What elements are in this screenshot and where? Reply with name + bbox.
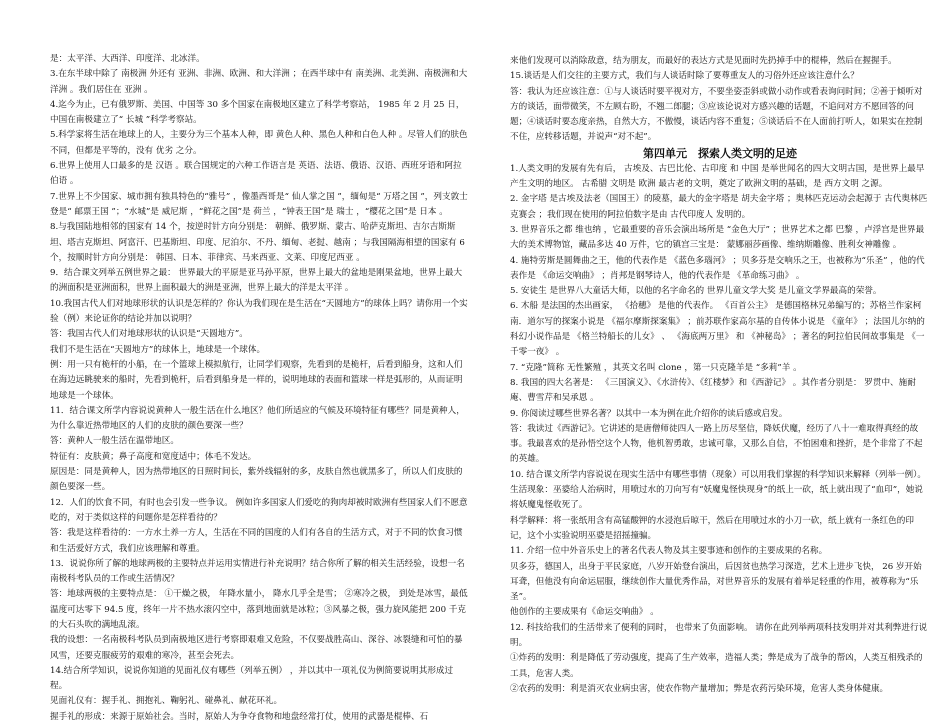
right-column — [510, 54, 930, 697]
paragraph: 11．结合课文所学内容说说黄种人一般生活在什么地区？他们所适应的气候及环境特征有哪些？同是黄种人，为什么靠近热带地区的人们的皮肤的颜色要深一些？ — [50, 405, 465, 432]
paragraph: 握手礼的形成：来源于原始社会。当时，原始人为争夺食物和地盘经常打仗，使用的武器是棍棒、石 — [50, 711, 429, 722]
paragraph: 例：用一只有桅杆的小船，在一个篮球上模拟航行，让同学们观察，先看到的是桅杆，后看到船身，这和人们在海边远眺驶来的船时，先看到桅杆，后看到船身是一样的，说明地球的表面和篮球一样是弧形的，从而证明地球是一个球体。 — [50, 359, 463, 401]
paragraph: 15.谈话是人们交往的主要方式，我们与人谈话时除了要尊重友人的习俗外还应该注意什么？ — [510, 71, 859, 82]
paragraph: 他创作的主要成果有《命运交响曲》 。 — [510, 607, 659, 618]
paragraph: 10. 结合课文所学内容说说在现实生活中有哪些事情（现象）可以用我们掌握的科学知识来解释（列举一例）。 — [510, 469, 927, 480]
paragraph: 答：我是这样看待的：一方水土养一方人，生活在不同的国度的人们有各自的生活方式，对于不同的饮食习惯和生活爱好方式，我们应该理解和尊重。 — [50, 528, 463, 554]
paragraph: 4. 施特劳斯是圆舞曲之王，他的代表作是 《蓝色多瑙河》 ；贝多芬是交响乐之王，也被称为“乐圣” ，他的代表作是 《命运交响曲》 ；肖邦是钢琴诗人，他的代表作是 《革命练习曲》 。 — [510, 255, 925, 281]
paragraph: 原因是：同是黄种人，因为热带地区的日照时间长，紫外线辐射的多，皮肤自然也就黑多了，所以人们皮肤的颜色要深一些。 — [50, 467, 463, 493]
paragraph: 答：黄种人一般生活在温带地区。 — [50, 436, 179, 447]
paragraph: 7.世界上不少国家、城市拥有独具特色的“雅号” ，像墨西哥是“ 仙人掌之国 ”，缅甸是“ 万塔之国 ”，列支敦士登是“ 邮票王国 ”；“水城”是 威尼斯 ，“鲜花之国”是 荷兰 ，“钟表王国”是 瑞士 ，“樱花之国”是 日本 。 — [50, 191, 468, 217]
paragraph: 12. 科技给我们的生活带来了便利的同时， 也带来了负面影响。 请你在此列举两项科技发明并对其利弊进行说明。 — [510, 622, 928, 648]
paragraph: 1.人类文明的发展有先有后， 古埃及、古巴比伦、古印度 和 中国 是举世闻名的四大文明古国，是世界上最早产生文明的地区。 古希腊 文明是 欧洲 最古老的文明，奠定了欧洲文明的基础，是 西方文明 之源。 — [510, 163, 925, 190]
paragraph: ②农药的发明：利是消灭农业病虫害，使农作物产量增加；弊是农药污染环境，危害人类身体健康。 — [510, 683, 889, 694]
paragraph: 9. 你阅读过哪些世界名著？以其中一本为例在此介绍你的读后感或启发。 — [510, 408, 788, 419]
paragraph: 生活现象：巫婆给人治病时，用喷过水的刀向写有“妖魔鬼怪快现身”的纸上一砍，纸上就出现了“血印”，她说将妖魔鬼怪收死了。 — [510, 485, 923, 511]
paragraph: 答：地球两极的主要特点是： ①干燥之极， 年降水量小， 降水几乎全是雪； ②寒冷之极， 到处是冰雪，最低温度可达零下 94.5 度，终年一片不热水滚闪空中，落到地面就是冰粒；③风暴之极，强力旋风能把 200 千克的大石头吹的满地乱滚。 — [50, 589, 468, 630]
paragraph: 来他们发现可以消除敌意，结为朋友，而最好的表达方式是见面时先扔掉手中的棍棒，然后在握握手。 — [510, 56, 897, 66]
paragraph: 我的设想：一名南极科考队员到南极地区进行考察即艰难又危险，不仅要战胜高山、深谷、冰裂缝和可怕的暴风雪，还要克服疲劳的艰难的寒冷，甚至会死去。 — [50, 635, 463, 661]
paragraph: ①炸药的发明：利是降低了劳动强度，提高了生产效率，造福人类；弊是成为了战争的帮凶，人类互相残杀的工具，危害人类。 — [510, 653, 923, 679]
paragraph: 6. 木船 是法国的杰出画家， 《拾穗》 是他的代表作。 《百首公主》 是德国格林兄弟编写的；苏格兰作家柯南．道尔写的探案小说是 《福尔摩斯探案集》 ；前苏联作家高尔基的自传体小说是 《童年》 ；法国儿尔纳的科幻小说作品是 《格兰特船长的儿女》 、 《海底两万里》 和 《神秘岛》 ；著名的阿拉伯民间故事集是 《一千零一夜》 。 — [510, 301, 925, 358]
paragraph: 13．说说你所了解的地球两极的主要特点并运用实情进行补充说明？结合你所了解的相关生活经验，设想一名南极科考队员的工作或生活情况？ — [50, 558, 465, 585]
unit-heading: 第四单元 探索人类文明的足迹 — [643, 146, 797, 160]
left-column — [50, 52, 470, 725]
paragraph: 答：我读过《西游记》。它讲述的是唐僧师徒四人一路上历尽坚信，降妖伏魔，经历了八十一难取得真经的故事。我最喜欢的是孙悟空这个人物，他机智勇敢，忠诚可靠，又那么自信，不怕困难和挫折，是个非常了不起的英雄。 — [510, 423, 923, 465]
paragraph: 8.与我国陆地相邻的国家有 14 个，按逆时针方向分别是： 朝鲜、俄罗斯、蒙古、哈萨克斯坦、吉尔吉斯斯坦、塔吉克斯坦、阿富汗、巴基斯坦、印度、尼泊尔、不丹、缅甸、老挝、越南 ；与我国隔海相望的国家有 6 个，按顺时针方向分别是： 韩国、日本、菲律宾、马来西亚、文莱、印度尼西亚 。 — [50, 222, 465, 263]
paragraph: 答：我国古代人们对地球形状的认识是“天圆地方”。 — [50, 329, 248, 340]
paragraph: 12．人们的饮食不同，有时也会引发一些争议。 例如许多国家人们爱吃的狗肉却被时欧洲有些国家人们不愿意吃的，对于类似这样的问题你是怎样看待的？ — [50, 497, 468, 523]
paragraph: 见面礼仪有：握手礼、拥抱礼、鞠躬礼、碰鼻礼、献花环礼。 — [50, 696, 283, 707]
paragraph: 4.迄今为止，已有俄罗斯、美国、中国等 30 多个国家在南极地区建立了科学考察站， 1985 年 2 月 25 日，中国在南极建立了“ 长城 ”科学考察站。 — [50, 99, 465, 126]
paragraph: 11. 介绍一位中外音乐史上的著名代表人物及其主要事迹和创作的主要成果的名称。 — [510, 546, 828, 557]
paragraph: 特征有：皮肤黄；鼻子高度和宽度适中；体毛不发达。 — [50, 451, 257, 462]
paragraph: 9．结合课文列举五例世界之最： 世界最大的平原是亚马孙平原，世界上最大的盆地是刚果盆地，世界上最大的洲面积是亚洲面积，世界上面积最大的洲是亚洲，世界上最大的洋是太平洋 。 — [50, 268, 463, 294]
paragraph: 我们不是生活在“天圆地方”的球体上，地球是一个球体。 — [50, 344, 266, 355]
paragraph: 3. 世界音乐之都 维也纳 ，它最重要的音乐会演出场所是 “金色大厅” ；世界艺术之都 巴黎 ，卢浮宫是世界最大的美术博物馆，藏品多达 40 万件，它的镇宫三宝是： 蒙娜丽莎画像、维纳斯雕像、胜利女神雕像 。 — [510, 224, 925, 251]
paragraph: 贝多芬，德国人，出身于平民家庭，八岁开始登台演出，后因贫也热学习深造，艺术上进步飞快， 26 岁开始耳聋，但他没有向命运屈服，继续创作大量优秀作品，对世界音乐的发展有着举足轻重的作用，被尊称为“乐圣”。 — [510, 561, 922, 603]
paragraph: 7. “克隆”简称 无性繁殖 ，其英文名叫 clone ，第一只克隆羊是 “多莉”羊 。 — [510, 362, 802, 373]
paragraph: 科学解释：将一张纸用含有高锰酸钾的水浸泡后晾干，然后在用喷过水的小刀一砍，纸上就有一条红色的印记，这个小实验说明巫婆是招摇撞骗。 — [510, 515, 914, 541]
paragraph: 5.科学家将生活在地球上的人，主要分为三个基本人种，即 黄色人种、黑色人种和白色人种 。尽管人们的肤色不同，但都是平等的，没有 优劣 之分。 — [50, 130, 468, 156]
paragraph: 10.我国古代人们对地球形状的认识是怎样的？你认为我们现在是生活在“天圆地方”的球体上吗？请你用一个实验（例）来论证你的结论并加以说明？ — [50, 298, 468, 325]
paragraph: 是：太平洋、大西洋、印度洋、北冰洋。 — [50, 54, 205, 64]
paragraph: 3.在东半球中除了 南极洲 外还有 亚洲、非洲、欧洲、和大洋洲 ；在西半球中有 南美洲、北美洲、南极洲和大洋洲 。我们居住在 亚洲 。 — [50, 69, 468, 95]
paragraph: 5. 安徒生 是世界八大童话大师，以他的名字命名的 世界儿童文学大奖 是儿童文学界最高的荣誉。 — [510, 286, 882, 297]
paragraph: 6.世界上使用人口最多的是 汉语 。联合国规定的六种工作语言是 英语、法语、俄语、汉语、西班牙语和阿拉伯语 。 — [50, 161, 462, 187]
paragraph: 答：我认为还应该注意：①与人谈话时要平视对方，不要坐姿歪斜或做小动作或看表询问时间；②善于倾听对方的谈话，面带微笑，不左顾右盼，不翘二郎腿；③应该论说对方感兴趣的话题，不追问对方不愿回答的问题；④谈话时要态度亲热，自然大方，不傲慢，谈话内容不重复；⑤谈话后不在人面前打听人，如果实在控制不住，应转移话题，并说声“对不起”。 — [510, 86, 923, 143]
paragraph: 14.结合所学知识，说说你知道的见面礼仪有哪些（列举五例） ，并以其中一项礼仪为例简要说明其形成过程。 — [50, 665, 454, 692]
paragraph: 2. 金字塔 是古埃及法老（国国王）的陵墓，最大的金字塔是 胡夫金字塔 ；奥林匹克运动会起源于 古代奥林匹克赛会 ；我们现在使用的阿拉伯数字是由 古代印度人 发明的。 — [510, 194, 928, 220]
paragraph: 8. 我国的四大名著是： 《三国演义》、《水浒传》、《红楼梦》和《西游记》 。其作者分别是： 罗贯中、施耐庵、曹雪芹和吴承恩 。 — [510, 377, 916, 404]
